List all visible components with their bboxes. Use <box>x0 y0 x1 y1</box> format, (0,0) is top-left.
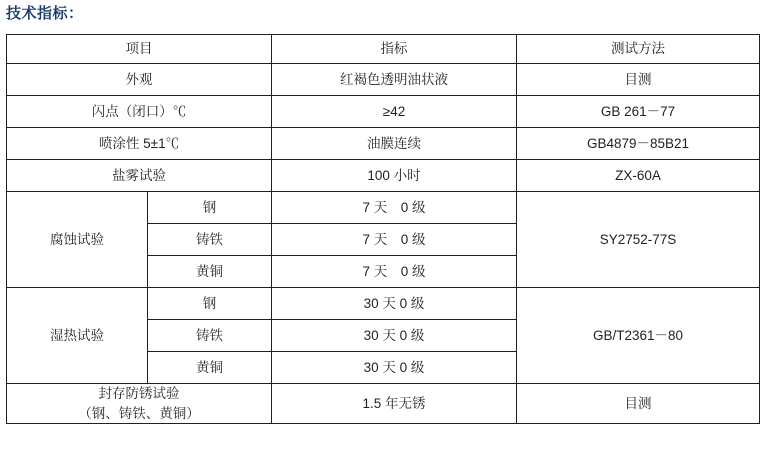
row-index: 30 天 0 级 <box>272 320 517 352</box>
row-item-line2: （钢、铸铁、黄铜） <box>78 405 200 421</box>
row-index: ≥42 <box>272 96 517 128</box>
row-index: 7 天 0 级 <box>272 192 517 224</box>
table-header-row <box>7 35 760 64</box>
row-subitem: 黄铜 <box>148 352 272 384</box>
row-subitem: 钢 <box>148 192 272 224</box>
column-header-index: 指标 <box>272 35 517 64</box>
row-subitem: 黄铜 <box>148 256 272 288</box>
row-method-group: SY2752-77S <box>517 192 760 288</box>
row-index: 红褐色透明油状液 <box>272 64 517 96</box>
row-index: 30 天 0 级 <box>272 352 517 384</box>
row-method: GB 261－77 <box>517 96 760 128</box>
table-row <box>7 192 760 224</box>
row-item: 喷涂性 5±1℃ <box>7 128 272 160</box>
page-title: 技术指标： <box>6 5 84 22</box>
table-body <box>7 64 760 424</box>
row-index: 30 天 0 级 <box>272 288 517 320</box>
row-subitem: 钢 <box>148 288 272 320</box>
row-item: 闪点（闭口）℃ <box>7 96 272 128</box>
row-subitem: 铸铁 <box>148 320 272 352</box>
row-method: ZX-60A <box>517 160 760 192</box>
row-method: 目测 <box>517 384 760 424</box>
table-row <box>7 384 760 424</box>
row-index: 7 天 0 级 <box>272 256 517 288</box>
row-index: 100 小时 <box>272 160 517 192</box>
row-method: 目测 <box>517 64 760 96</box>
technical-specification-table <box>6 34 760 424</box>
column-header-item: 项目 <box>7 35 272 64</box>
row-index: 油膜连续 <box>272 128 517 160</box>
row-item <box>7 384 272 424</box>
column-header-method: 测试方法 <box>517 35 760 64</box>
table-row <box>7 288 760 320</box>
row-item-group: 湿热试验 <box>7 288 148 384</box>
row-subitem: 铸铁 <box>148 224 272 256</box>
table-row <box>7 128 760 160</box>
table-row <box>7 64 760 96</box>
row-index: 7 天 0 级 <box>272 224 517 256</box>
row-item-line1: 封存防锈试验 <box>98 386 180 401</box>
row-item: 盐雾试验 <box>7 160 272 192</box>
table-row <box>7 160 760 192</box>
table-header <box>7 35 760 64</box>
row-method-group: GB/T2361－80 <box>517 288 760 384</box>
row-index: 1.5 年无锈 <box>272 384 517 424</box>
row-item-group: 腐蚀试验 <box>7 192 148 288</box>
table-row <box>7 96 760 128</box>
row-item: 外观 <box>7 64 272 96</box>
row-method: GB4879－85B21 <box>517 128 760 160</box>
